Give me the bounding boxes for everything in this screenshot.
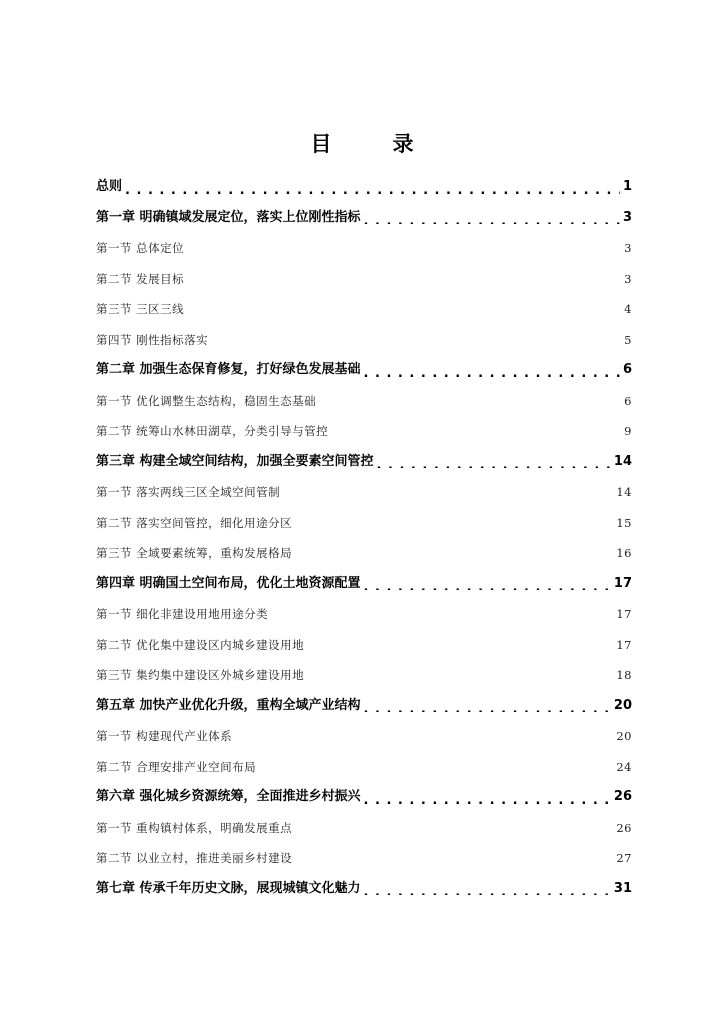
toc-entry-label: 第四节 刚性指标落实 — [96, 332, 209, 347]
toc-section-entry[interactable] — [96, 721, 632, 752]
toc-page-number: 3 — [624, 241, 632, 255]
dot-leader — [125, 181, 620, 194]
toc-chapter-entry[interactable] — [96, 691, 632, 722]
toc-page-number: 17 — [613, 575, 632, 591]
toc-page-number: 1 — [622, 179, 632, 194]
dot-leader — [295, 548, 613, 560]
toc-section-entry[interactable] — [96, 264, 632, 295]
dot-leader — [364, 791, 611, 804]
toc-entry-label: 第二节 合理安排产业空间布局 — [96, 759, 257, 774]
toc-chapter-entry[interactable] — [96, 874, 632, 905]
dot-leader — [187, 304, 621, 316]
toc-chapter-entry[interactable] — [96, 569, 632, 600]
dot-leader — [187, 273, 621, 285]
toc-page-number: 6 — [622, 362, 632, 377]
toc-entry-label: 第二节 优化集中建设区内城乡建设用地 — [96, 637, 305, 652]
dot-leader — [377, 455, 611, 468]
toc-chapter-entry[interactable] — [96, 203, 632, 234]
dot-leader — [319, 395, 621, 407]
toc-page-number: 9 — [624, 424, 632, 438]
toc-entry-label: 总则 — [96, 179, 123, 194]
toc-section-entry[interactable] — [96, 508, 632, 539]
dot-leader — [235, 731, 613, 743]
toc-page-number: 14 — [616, 485, 632, 499]
toc-chapter-entry[interactable] — [96, 447, 632, 478]
toc-page-number: 17 — [616, 607, 632, 621]
toc-page-number: 3 — [622, 209, 632, 225]
toc-entry-label: 第六章 强化城乡资源统筹，全面推进乡村振兴 — [96, 789, 361, 804]
dot-leader — [271, 609, 613, 621]
toc-section-entry[interactable] — [96, 599, 632, 630]
toc-entry-label: 第一节 优化调整生态结构，稳固生态基础 — [96, 393, 317, 408]
dot-leader — [331, 426, 621, 438]
dot-leader — [364, 364, 620, 377]
toc-section-entry[interactable] — [96, 386, 632, 417]
toc-chapter-entry[interactable] — [96, 172, 632, 203]
dot-leader — [364, 211, 620, 224]
toc-entry-label: 第五章 加快产业优化升级，重构全域产业结构 — [96, 697, 361, 713]
toc-entry-label: 第三章 构建全域空间结构，加强全要素空间管控 — [96, 453, 374, 469]
toc-entry-label: 第七章 传承千年历史文脉，展现城镇文化魅力 — [96, 880, 361, 896]
toc-section-entry[interactable] — [96, 416, 632, 447]
toc-entry-label: 第二节 发展目标 — [96, 271, 185, 286]
toc-page-number: 31 — [613, 880, 632, 896]
toc-entry-label: 第四章 明确国土空间布局，优化土地资源配置 — [96, 575, 361, 591]
toc-section-entry[interactable] — [96, 630, 632, 661]
dot-leader — [364, 577, 611, 590]
toc-section-entry[interactable] — [96, 752, 632, 783]
toc-entry-label: 第二章 加强生态保育修复，打好绿色发展基础 — [96, 362, 361, 377]
toc-entry-label: 第一节 落实两线三区全域空间管制 — [96, 485, 281, 499]
toc-page-number: 15 — [616, 515, 632, 530]
toc-page-number: 5 — [624, 332, 632, 347]
dot-leader — [307, 670, 613, 682]
dot-leader — [295, 517, 613, 529]
toc-entry-label: 第一节 细化非建设用地用途分类 — [96, 607, 269, 621]
dot-leader — [364, 882, 611, 895]
toc-page-number: 20 — [616, 729, 632, 743]
toc-page-number: 4 — [624, 302, 632, 316]
dot-leader — [364, 699, 611, 712]
toc-page-number: 3 — [624, 271, 632, 286]
toc-page-number: 6 — [624, 393, 632, 408]
toc-entry-label: 第一节 总体定位 — [96, 241, 185, 255]
toc-page-number: 18 — [616, 668, 632, 682]
toc-section-entry[interactable] — [96, 843, 632, 874]
dot-leader — [283, 487, 613, 499]
toc-page-number: 26 — [616, 820, 632, 835]
toc-page-number: 17 — [616, 637, 632, 652]
toc-chapter-entry[interactable] — [96, 355, 632, 386]
dot-leader — [295, 853, 613, 865]
toc-section-entry[interactable] — [96, 325, 632, 356]
toc-entry-label: 第三节 三区三线 — [96, 302, 185, 316]
page-title: 目 录 — [310, 132, 434, 156]
toc-section-entry[interactable] — [96, 477, 632, 508]
toc-entry-label: 第一节 构建现代产业体系 — [96, 729, 233, 743]
toc-entry-label: 第二节 落实空间管控，细化用途分区 — [96, 515, 293, 530]
toc-section-entry[interactable] — [96, 813, 632, 844]
dot-leader — [211, 334, 621, 346]
toc-chapter-entry[interactable] — [96, 782, 632, 813]
toc-entry-label: 第一章 明确镇域发展定位，落实上位刚性指标 — [96, 209, 361, 225]
toc-page-number: 26 — [613, 789, 632, 804]
toc-entry-label: 第二节 统筹山水林田湖草，分类引导与管控 — [96, 424, 329, 438]
dot-leader — [307, 639, 613, 651]
toc-entry-label: 第二节 以业立村，推进美丽乡村建设 — [96, 851, 293, 865]
toc-page-number: 27 — [616, 851, 632, 865]
table-of-contents — [96, 172, 632, 904]
toc-page-number: 24 — [616, 759, 632, 774]
dot-leader — [295, 822, 613, 834]
dot-leader — [187, 243, 621, 255]
toc-page-number: 20 — [613, 697, 632, 713]
toc-section-entry[interactable] — [96, 538, 632, 569]
toc-section-entry[interactable] — [96, 660, 632, 691]
toc-page-number: 14 — [613, 453, 632, 469]
toc-page-number: 16 — [616, 546, 632, 560]
toc-section-entry[interactable] — [96, 233, 632, 264]
dot-leader — [259, 761, 613, 773]
toc-section-entry[interactable] — [96, 294, 632, 325]
toc-entry-label: 第一节 重构镇村体系，明确发展重点 — [96, 820, 293, 835]
toc-entry-label: 第三节 集约集中建设区外城乡建设用地 — [96, 668, 305, 682]
toc-entry-label: 第三节 全域要素统筹，重构发展格局 — [96, 546, 293, 560]
